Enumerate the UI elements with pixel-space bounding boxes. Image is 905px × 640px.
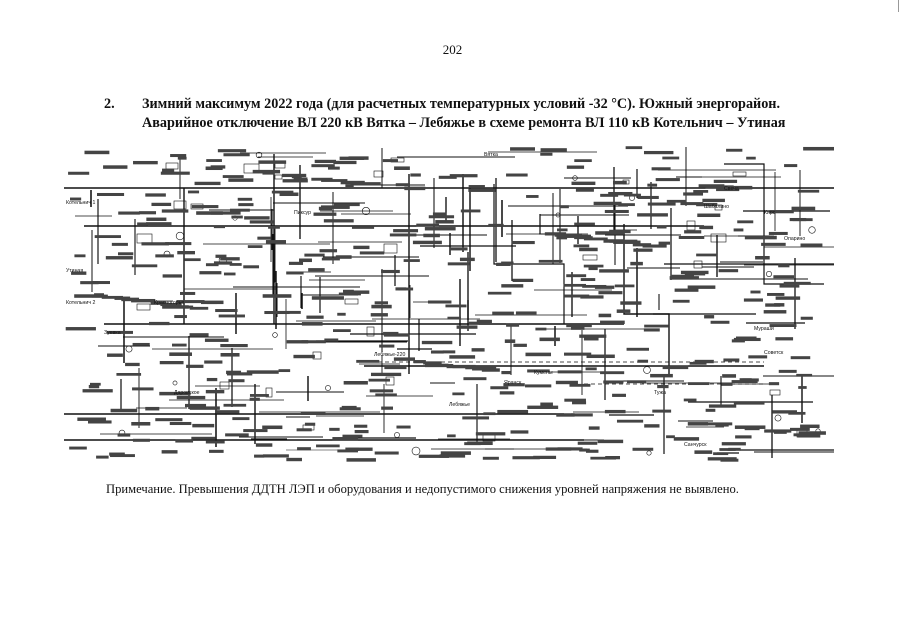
- section-number: 2.: [104, 96, 115, 112]
- schema-substation-label: Яранск: [504, 380, 522, 386]
- page-number: 202: [442, 42, 463, 57]
- schema-substation-label: Утиная: [66, 268, 84, 274]
- schema-substation-label: Тужа: [654, 390, 666, 396]
- section-heading: [104, 95, 844, 133]
- schema-substation-label: Шабалино: [704, 204, 730, 210]
- heading-line-2: Аварийное отключение ВЛ 220 кВ Вятка – Лебяжье в схеме ремонта ВЛ 110 кВ Котельнич – Утиная: [142, 115, 786, 131]
- schema-substation-label: Свеча: [724, 186, 739, 192]
- schema-substation-label: Санчурск: [684, 442, 707, 448]
- schema-substation-label: Котельнич 1: [66, 200, 96, 206]
- schema-substation-label: Лебяжье-220: [374, 352, 406, 358]
- schema-substation-label: Красногорье: [154, 300, 185, 306]
- schema-substation-label: Кумены: [534, 370, 553, 376]
- heading-line-1: Зимний максимум 2022 года (для расчетных температурных условий -32 °C). Южный энергорайон.: [142, 96, 781, 112]
- schema-substation-label: Опарино: [784, 236, 806, 242]
- schema-substation-label: Вятка: [484, 152, 498, 158]
- schema-substation-label: Советск: [764, 350, 784, 356]
- power-grid-schema: [64, 144, 834, 464]
- schema-substation-label: Котельнич 2: [66, 300, 96, 306]
- schema-substation-label: Мураши: [754, 326, 774, 332]
- note-text: Примечание. Превышения ДДТН ЛЭП и оборудования и недопустимого снижения уровней напряжения не выявлено.: [106, 482, 739, 496]
- schema-substation-label: Даровское: [174, 390, 200, 396]
- schema-substation-label: Кирс: [764, 210, 776, 216]
- schema-substation-label: Пиксур: [294, 210, 311, 216]
- schema-substation-label: Лебяжье: [449, 402, 470, 408]
- page-edge-mark: [898, 0, 899, 12]
- schema-substation-label: Зуевка: [104, 330, 121, 336]
